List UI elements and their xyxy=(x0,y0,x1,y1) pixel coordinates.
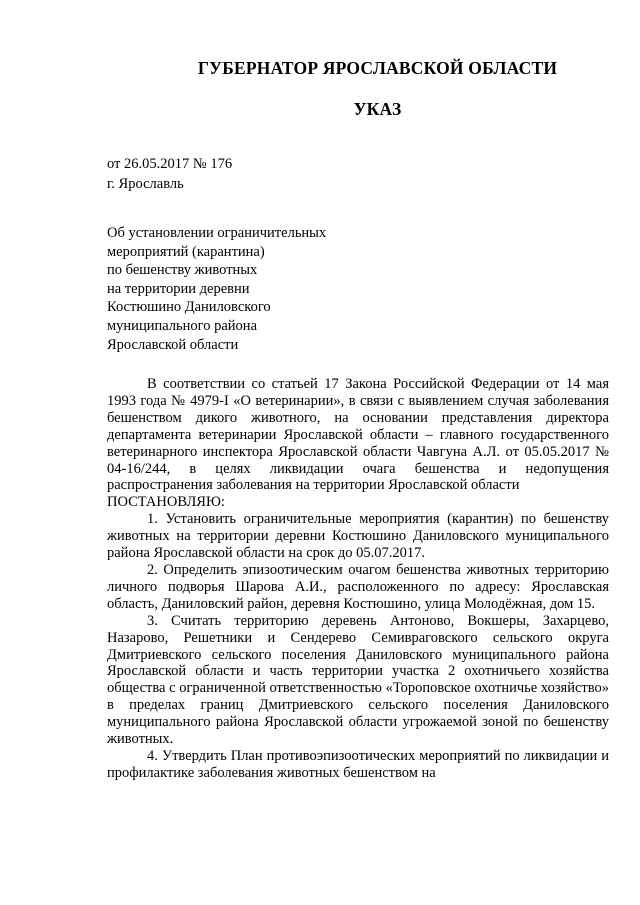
issuing-authority-heading: ГУБЕРНАТОР ЯРОСЛАВСКОЙ ОБЛАСТИ xyxy=(197,58,558,78)
subject-line: мероприятий (карантина) xyxy=(107,243,265,260)
numbered-item: 3. Считать территорию деревень Антоново, Вокшеры, Захарцево, Назарово, Решетники и Сендерево Семивраговского сельского округа Дмитриевского сельского поселения Даниловского муниципального района Ярославской области и часть территории участка 2 охотничьего хозяйства общества с ограниченной ответственностью «Тороповское охотничье хозяйство» в пределах границ Дмитриевского сельского поселения Даниловского муниципального района Ярославской области угрожаемой зоной по бешенству животных. xyxy=(107,612,609,748)
subject-line: Костюшино Даниловского xyxy=(107,299,271,316)
subject-line: муниципального района xyxy=(107,317,257,334)
numbered-item: 4. Утвердить План противоэпизоотических мероприятий по ликвидации и профилактике заболевания животных бешенством на xyxy=(107,747,609,781)
date-and-number: от 26.05.2017 № 176 xyxy=(107,156,233,172)
numbered-item: 1. Установить ограничительные мероприятия (карантин) по бешенству животных на территории деревни Костюшино Даниловского муниципального района Ярославской области на срок до 05.07.2017. xyxy=(107,511,609,562)
document-body xyxy=(107,376,609,782)
subject-line: Об установлении ограничительных xyxy=(107,225,327,241)
document-type-heading: УКАЗ xyxy=(353,99,402,119)
document-meta xyxy=(107,154,232,194)
document-subject xyxy=(107,224,326,354)
numbered-item: 2. Определить эпизоотическим очагом бешенства животных территорию личного подворья Шарова А.И., расположенного по адресу: Ярославская область, Даниловский район, деревня Костюшино, улица Молодёжная, дом 15. xyxy=(107,561,609,612)
preamble-paragraph: В соответствии со статьей 17 Закона Российской Федерации от 14 мая 1993 года № 4979-I «О ветеринарии», в связи с выявлением случая заболевания бешенством дикого животного, на основании представления директора департамента ветеринарии Ярославской области – главного государственного ветеринарного инспектора Ярославской области Чавгуна А.Л. от 05.05.2017 № 04-16/244, в целях ликвидации очага бешенства и недопущения распространения заболевания на территории Ярославской области xyxy=(107,376,609,494)
subject-line: по бешенству животных xyxy=(107,262,258,279)
subject-line: Ярославской области xyxy=(107,336,239,353)
city: г. Ярославль xyxy=(107,176,184,192)
subject-line: на территории деревни xyxy=(107,280,250,297)
decree-word: ПОСТАНОВЛЯЮ: xyxy=(107,494,225,511)
